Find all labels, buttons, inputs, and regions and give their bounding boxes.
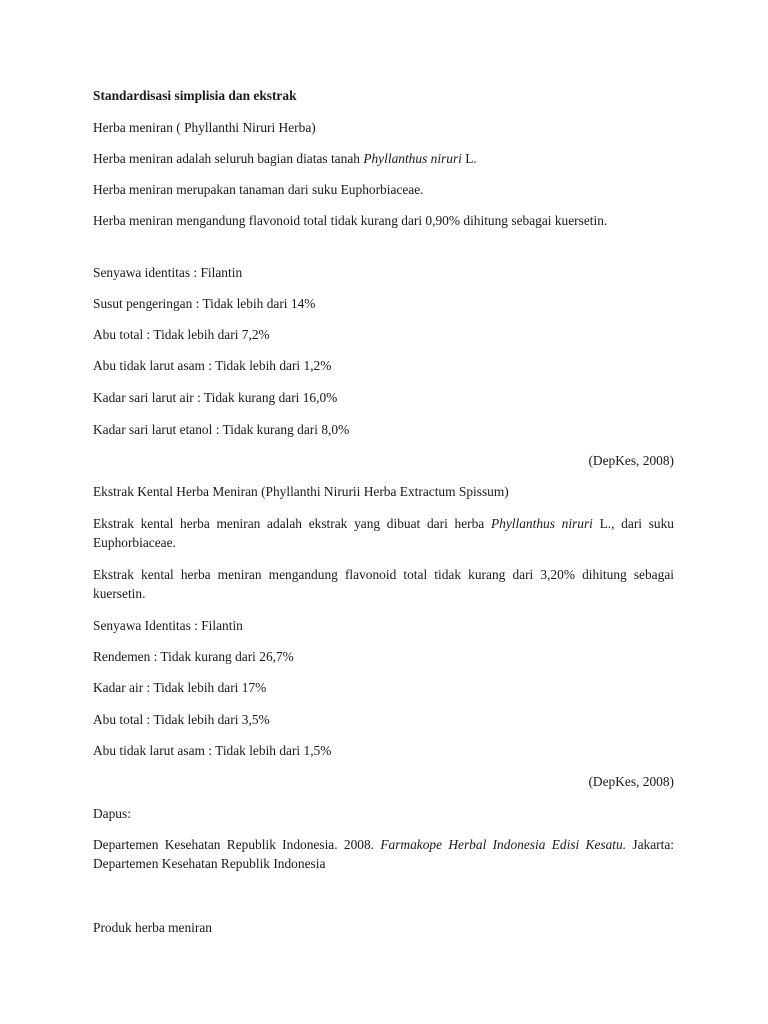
section1-family: Herba meniran merupakan tanaman dari suku Euphorbiaceae.: [93, 182, 424, 197]
spec-item: Abu total : Tidak lebih dari 3,5%: [93, 712, 270, 727]
citation: (DepKes, 2008): [588, 774, 674, 789]
spec-item: Abu total : Tidak lebih dari 7,2%: [93, 327, 270, 342]
spec-item: Senyawa Identitas : Filantin: [93, 618, 243, 633]
book-title: Farmakope Herbal Indonesia Edisi Kesatu.: [380, 837, 627, 852]
spec-item: Kadar sari larut air : Tidak kurang dari 16,0%: [93, 390, 338, 405]
spec-item: Abu tidak larut asam : Tidak lebih dari 1,5%: [93, 743, 332, 758]
section2-heading: Ekstrak Kental Herba Meniran (Phyllanthi Nirurii Herba Extractum Spissum): [93, 484, 509, 499]
references-label: Dapus:: [93, 806, 131, 821]
citation: (DepKes, 2008): [588, 453, 674, 468]
reference-entry: Departemen Kesehatan Republik Indonesia. 2008. Farmakope Herbal Indonesia Edisi Kesatu. Jakarta: Departemen Kesehatan Republik Indonesia: [93, 837, 675, 871]
species-name: Phyllanthus niruri: [363, 151, 462, 166]
spec-item: Susut pengeringan : Tidak lebih dari 14%: [93, 296, 316, 311]
footer-heading: Produk herba meniran: [93, 920, 212, 935]
document-title: Standardisasi simplisia dan ekstrak: [93, 88, 297, 103]
spec-item: Rendemen : Tidak kurang dari 26,7%: [93, 649, 294, 664]
spec-item: Senyawa identitas : Filantin: [93, 265, 243, 280]
spec-item: Kadar air : Tidak lebih dari 17%: [93, 680, 267, 695]
section1-heading: Herba meniran ( Phyllanthi Niruri Herba): [93, 120, 316, 135]
section1-flavonoid: Herba meniran mengandung flavonoid total tidak kurang dari 0,90% dihitung sebagai kuersetin.: [93, 213, 608, 228]
species-name: Phyllanthus niruri: [490, 516, 593, 531]
spec-item: Abu tidak larut asam : Tidak lebih dari 1,2%: [93, 358, 332, 373]
section2-flavonoid: Ekstrak kental herba meniran mengandung flavonoid total tidak kurang dari 3,20% dihitung sebagai kuersetin.: [93, 567, 674, 601]
spec-item: Kadar sari larut etanol : Tidak kurang dari 8,0%: [93, 422, 350, 437]
section2-definition: Ekstrak kental herba meniran adalah ekstrak yang dibuat dari herba Phyllanthus niruri L., dari suku Euphorbiaceae.: [93, 516, 674, 550]
section1-definition: Herba meniran adalah seluruh bagian diatas tanah Phyllanthus niruri L.: [93, 151, 477, 166]
